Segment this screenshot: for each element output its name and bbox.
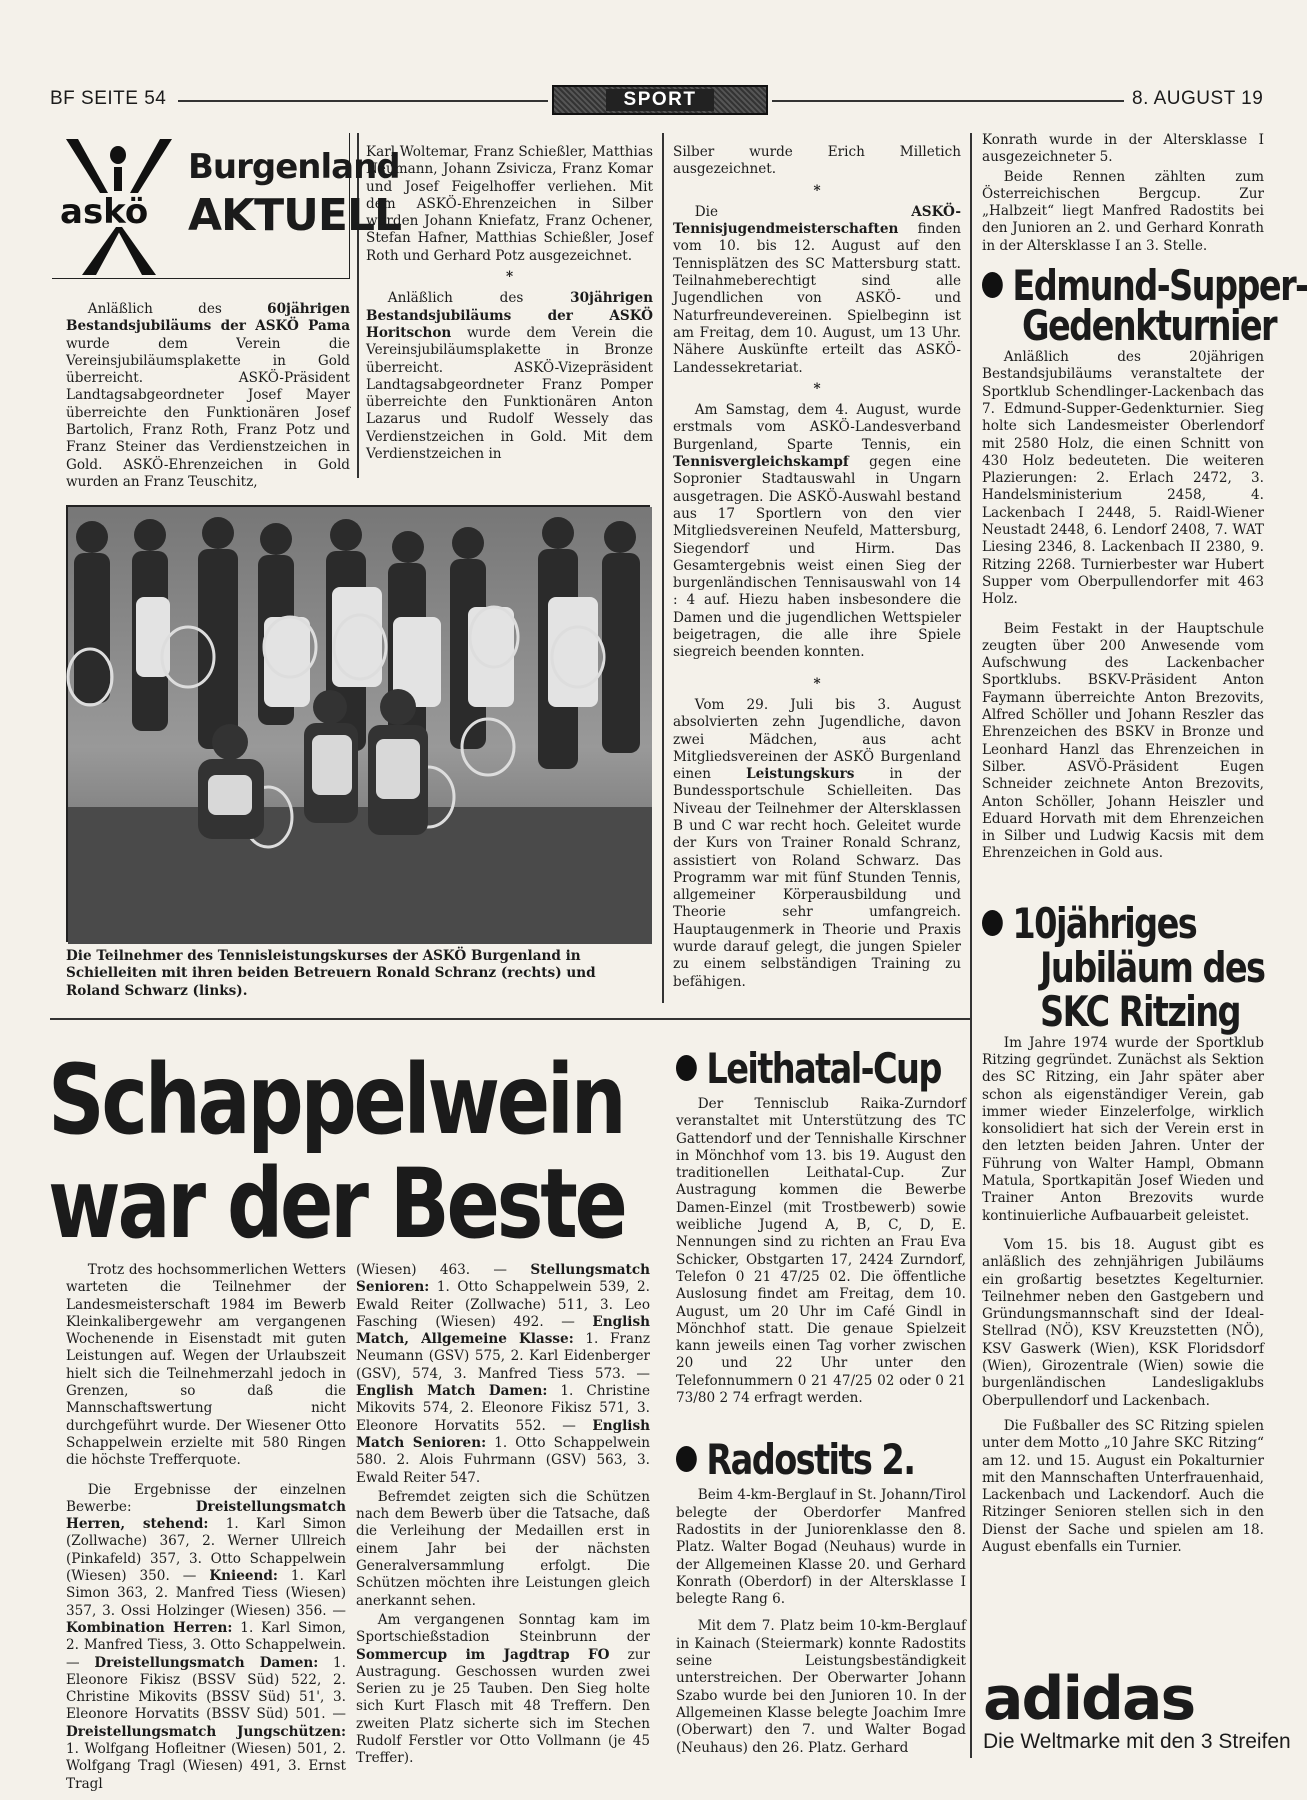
paragraph: Anläßlich des 20jährigen Bestandsjubiläums veranstaltete der Sportklub Schendlinger-Lackenbach das 7. Edmund-Supper-Gedenkturnier. Sieg holte sich Landesmeister Oberlendorf mit 2580 Holz, die einen Schnitt von 430 Holz bedeuteten. Die weiteren Plazierungen: 2. Erlach 2472, 3. Handelsministerium 2458, 4. Lackenbach I 2448, 5. Raidl-Wiener Neustadt 2448, 6. Lendorf 2408, 7. WAT Liesing 2346, 8. Lackenbach II 2380, 9. Ritzing 2268. Turnierbester war Hubert Supper vom Oberpullendorfer mit 463 Holz.: [982, 349, 1264, 608]
bullet-icon: [676, 1055, 697, 1081]
paragraph: Am Samstag, dem 4. August, wurde erstmals vom ASKÖ-Landesverband Burgenland, Sparte Tennis, ein Tennisvergleichskampf gegen eine Sopronier Stadtauswahl in Ungarn ausgetragen. Die ASKÖ-Auswahl bestand aus 17 Sportlern von den vier Mitgliedsvereinen Neufeld, Mattersburg, Siegendorf und Hirm. Das Gesamtergebnis weist einen Sieg der burgenländischen Tennisauswahl von 14 : 4 auf. Hiezu haben insbesondere die Damen und die jugendlichen Wettspieler beigetragen, die alle ihre Spiele siegreich beenden konnten.: [673, 402, 961, 661]
edmund-headline-1: [982, 261, 1307, 311]
paragraph: Konrath wurde in der Altersklasse I ausgezeichneter 5.: [982, 132, 1264, 166]
skc-headline-2: [982, 942, 1265, 992]
header-rule-left: [178, 100, 548, 102]
radostits-headline: [676, 1437, 966, 1487]
separator-star: *: [813, 675, 821, 692]
article-schappelwein: [66, 1262, 346, 1793]
paragraph: Der Tennisclub Raika-Zurndorf veranstaltet mit Unterstützung des TC Gattendorf und der Tennishalle Kirschner in Mönchhof vom 13. bis 19. August den traditionellen Leithatal-Cup. Zur Austragung kommen die Bewerbe Damen-Einzel (mit Trostbewerb) sowie weibliche Jugend A, B, C, D, E. Nennungen sind zu richten an Frau Eva Schicker, Obstgarten 17, 2424 Zurndorf, Telefon 0 21 47/25 02. Die öffentliche Auslosung findet am Freitag, dem 10. August, um 20 Uhr im Café Gindl in Mönchhof statt. Die genaue Spielzeit kann jeweils einen Tag vorher zwischen 20 und 22 Uhr unter den Telefonnummern 0 21 47/25 02 oder 0 21 73/80 2 74 erfragt werden.: [676, 1096, 966, 1407]
issue-date: 8. AUGUST 19: [1132, 88, 1264, 109]
paragraph: Die Ergebnisse der einzelnen Bewerbe: Dreistellungsmatch Herren, stehend: 1. Karl Simon (Zollwache) 367, 2. Werner Ullreich (Pinkafeld) 357, 3. Otto Schappelwein (Wiesen) 350. — Knieend: 1. Karl Simon 363, 2. Manfred Tiess (Wiesen) 357, 3. Ossi Holzinger (Wiesen) 356. — Kombination Herren: 1. Karl Simon, 2. Manfred Tiess, 3. Otto Schappelwein. — Dreistellungsmatch Damen: 1. Eleonore Fikisz (BSSV Süd) 522, 2. Christine Mikovits (BSSV Süd) 51', 3. Eleonore Horvatits (BSSV Süd) 501. — Dreistellungsmatch Jungschützen: 1. Wolfgang Hofleitner (Wiesen) 501, 2. Wolfgang Tragl (Wiesen) 491, 3. Ernst Tragl: [66, 1481, 346, 1792]
logo-line-2: AKTUELL: [188, 190, 402, 241]
page-number: BF SEITE 54: [50, 88, 167, 109]
article-asko-tennis: [673, 144, 961, 991]
separator-star: *: [813, 182, 821, 199]
asko-wordmark: askö: [60, 192, 149, 232]
logo-line-1: Burgenland: [188, 147, 400, 187]
bullet-icon: [982, 910, 1003, 936]
adidas-ad: [983, 1664, 1291, 1754]
paragraph: Beim Festakt in der Hauptschule zeugten über 200 Anwesende vom Aufschwung des Lackenbacher Sportklubs. BSKV-Präsident Anton Faymann überreichte Anton Brezovits, Alfred Schöller und Johann Reszler das Ehrenzeichen des BSKV in Bronze und Leonhard Hanzl das Ehrenzeichen in Silber. ASVÖ-Präsident Eugen Schneider zeichnete Anton Brezovits, Anton Schöller, Johann Heiszler und Eduard Horvath mit dem Ehrenzeichen in Silber und Ludwig Kacsis mit dem Ehrenzeichen in Gold aus.: [982, 620, 1264, 862]
team-photo: [66, 505, 650, 942]
paragraph: Die ASKÖ-Tennisjugendmeisterschaften finden vom 10. bis 12. August auf den Tennisplätzen des SC Mattersburg statt. Teilnahmeberechtigt sind alle Jugendlichen von ASKÖ- und Naturfreundevereinen. Spielbeginn ist am Freitag, dem 10. August, um 13 Uhr. Nähere Auskünfte erteilt das ASKÖ-Landessekretariat.: [673, 203, 961, 376]
edmund-title-1: Edmund-Supper-: [1012, 261, 1307, 311]
radostits-title: Radostits 2.: [706, 1435, 915, 1485]
paragraph: Beide Rennen zählten zum Österreichischen Bergcup. Zur „Halbzeit“ liegt Manfred Radostits bei den Junioren an 2. und Gerhard Konrath in der Altersklasse I an 3. Stelle.: [982, 168, 1264, 254]
tennis-group-photo: [68, 507, 652, 944]
separator-star: *: [505, 269, 514, 286]
leithatal-section: [676, 1046, 966, 1757]
adidas-logo: adidas: [983, 1664, 1195, 1734]
paragraph: Beim 4-km-Berglauf in St. Johann/Tirol belegte der Oberdorfer Manfred Radostits in der Juniorenklasse den 8. Platz. Walter Bogad (Neuhaus) wurde in der Allgemeinen Klasse 20. und Gerhard Konrath (Oberdorf) in der Altersklasse I belegte Rang 6.: [676, 1487, 966, 1608]
article-asko-pama: [66, 301, 350, 491]
paragraph: Am vergangenen Sonntag kam im Sportschießstadion Steinbrunn der Sommercup im Jagdtrap FO zur Austragung. Geschossen wurden zwei Serien zu je 25 Tauben. Den Sieg holte sich Kurt Flasch mit 48 Treffern. Den zweiten Platz sicherte sich im Stechen Rudolf Ferstler vor Otto Vollmann (je 45 Treffer).: [356, 1611, 650, 1767]
separator-star: *: [813, 380, 821, 397]
skc-headline-1: [982, 898, 1264, 948]
skc-title-1: 10jähriges: [1012, 898, 1197, 948]
bullet-icon: [982, 272, 1003, 298]
paragraph: (Wiesen) 463. — Stellungsmatch Senioren: 1. Otto Schappelwein 539, 2. Ewald Reiter (Zollwache) 511, 3. Leo Fasching (Wiesen) 492. — English Match, Allgemeine Klasse: 1. Franz Neumann (GSV) 575, 2. Karl Eidenberger (GSV), 574, 3. Manfred Tiess 573. — English Match Damen: 1. Christine Mikovits 574, 2. Eleonore Fikisz 571, 3. Eleonore Horvatits 552. — English Match Senioren: 1. Otto Schappelwein 580. 2. Alois Fuhrmann (GSV) 563, 3. Ewald Reiter 547.: [356, 1262, 651, 1486]
section-banner: [552, 85, 768, 115]
paragraph: Anläßlich des 30jährigen Bestandsjubiläums der ASKÖ Horitschon wurde dem Verein die Vereinsjubiläumsplakette in Bronze überreicht. ASKÖ-Vizepräsident Landtagsabgeordneter Franz Pomper überreichte den Funktionären Anton Lazarus und Rudolf Wessely das Verdienstzeichen in Gold. Mit dem Verdienstzeichen in: [366, 290, 653, 463]
bullet-icon: [676, 1446, 697, 1472]
paragraph: Vom 29. Juli bis 3. August absolvierten zehn Jugendliche, davon zwei Mädchen, aus acht Mitgliedsvereinen der ASKÖ Burgenland einen Leistungskurs in der Bundessportschule Schielleiten. Das Niveau der Teilnehmer der Altersklassen B und C war recht hoch. Geleitet wurde der Kurs von Trainer Ronald Schranz, assistiert von Roland Schwarz. Das Programm war mit fünf Stunden Tennis, allgemeiner Körperausbildung und Theorie sehr umfangreich. Hauptaugenmerk in Theorie und Praxis wurde darauf gelegt, die jungen Spieler zu einem selbständigen Training zu befähigen.: [673, 696, 961, 990]
asko-logo-icon: [60, 135, 180, 277]
adidas-slogan: Die Weltmarke mit den 3 Streifen: [983, 1730, 1291, 1753]
section-title: SPORT: [606, 89, 715, 111]
paragraph: Trotz des hochsommerlichen Wetters warteten die Teilnehmer der Landesmeisterschaft 1984 im Bewerb Kleinkalibergewehr am vergangenen Wochenende in Eisenstadt mit guten Leistungen auf. Wegen der Urlaubszeit hielt sich die Teilnehmerzahl jedoch in Grenzen, so daß die Mannschaftswertung nicht durchgeführt wurde. Der Wiesener Otto Schappelwein erzielte mit 580 Ringen die höchste Trefferquote.: [66, 1262, 346, 1469]
paragraph: Befremdet zeigten sich die Schützen nach dem Bewerb über die Tatsache, daß die Verleihung der Medaillen erst in einem Jahr bei der nächsten Generalversammlung erfolgt. Die Schützen möchten ihre Leistungen gleich anerkannt sehen.: [356, 1488, 650, 1609]
paragraph: Im Jahre 1974 wurde der Sportklub Ritzing gegründet. Zunächst als Sektion des SC Ritzing, ein Jahr später aber schon als eigenständiger Verein, gab immer wieder Einzelerfolge, wirklich konsolidiert hat sich der Verein erst in den letzten beiden Jahren. Unter der Führung von Walter Hampl, Obmann Matula, Sportkapitän Josef Wieden und Trainer Anton Brezovits wurde kontinuierliche Aufbauarbeit geleistet.: [982, 1034, 1264, 1224]
edmund-title-2: Gedenkturnier: [1022, 301, 1277, 351]
column-rule: [970, 133, 972, 1758]
skc-title-3: SKC Ritzing: [1040, 986, 1240, 1036]
article-asko-cont: [366, 144, 653, 463]
leithatal-title: Leithatal-Cup: [706, 1044, 941, 1093]
paragraph: Die Fußballer des SC Ritzing spielen unter dem Motto „10 Jahre SKC Ritzing“ am 12. und 15. August ein Pokalturnier mit den Mannschaften Unterfrauenhaid, Lackenbach und Lackendorf. Auch die Ritzinger Senioren stellen sich in den Dienst der Sache und spielen am 18. August ebenfalls ein Turnier.: [982, 1417, 1264, 1555]
photo-caption: Die Teilnehmer des Tennisleistungskurses der ASKÖ Burgenland in Schielleiten mit ihren beiden Betreuern Ronald Schranz (rechts) und Roland Schwarz (links).: [66, 948, 596, 999]
main-headline-1: Schappelwein: [48, 1044, 624, 1156]
header-rule-right: [772, 100, 1124, 102]
right-column: [982, 132, 1307, 1662]
paragraph: Mit dem 7. Platz beim 10-km-Berglauf in Kainach (Steiermark) konnte Radostits seine Leistungsbeständigkeit unterstreichen. Der Oberwarter Johann Szabo wurde bei den Junioren 10. In der Allgemeinen Klasse belegte Joachim Imre (Oberwart) den 7. und Walter Bogad (Neuhaus) den 26. Platz. Gerhard: [676, 1618, 966, 1756]
asko-logo-box: [52, 133, 402, 279]
edmund-headline-2: [982, 301, 1277, 351]
paragraph: Anläßlich des 60jährigen Bestandsjubiläums der ASKÖ Pama wurde dem Verein die Vereinsjubiläumsplakette in Gold überreicht. ASKÖ-Präsident Landtagsabgeordneter Josef Mayer überreichte den Funktionären Josef Bartolich, Franz Roth, Franz Potz und Franz Steiner das Verdienstzeichen in Gold. ASKÖ-Ehrenzeichen in Gold wurden an Franz Teuschitz,: [66, 301, 350, 490]
main-headline-2: war der Beste: [48, 1148, 625, 1260]
paragraph: Karl Woltemar, Franz Schießler, Matthias Neumann, Johann Zsivicza, Franz Komar und Josef Feigelhoffer verliehen. Mit dem ASKÖ-Ehrenzeichen in Silber wurden Johann Kniefatz, Franz Ochener, Stefan Hafner, Matthias Schießler, Josef Roth und Gerhard Potz ausgezeichnet.: [366, 144, 653, 264]
skc-title-2: Jubiläum des: [1040, 942, 1265, 992]
paragraph: Silber wurde Erich Milletich ausgezeichnet.: [673, 144, 961, 178]
column-rule: [662, 133, 664, 1003]
skc-headline-3: [982, 986, 1264, 1036]
section-rule: [50, 1018, 970, 1020]
paragraph: Vom 15. bis 18. August gibt es anläßlich des zehnjährigen Jubiläums ein großartig besetztes Kegelturnier. Teilnehmer neben den Gastgebern und Gründungsmannschaft sind der Ideal-Stellrad (NÖ), KSV Kreuzstetten (NÖ), KSV Gaswerk (Wien), KSK Floridsdorf (Wien), Girozentrale (Wien) sowie die burgenländischen Landesligaklubs Oberpullendorf und Lackenbach.: [982, 1236, 1264, 1409]
leithatal-headline: [676, 1046, 966, 1096]
article-schappelwein-cont: [356, 1262, 650, 1768]
